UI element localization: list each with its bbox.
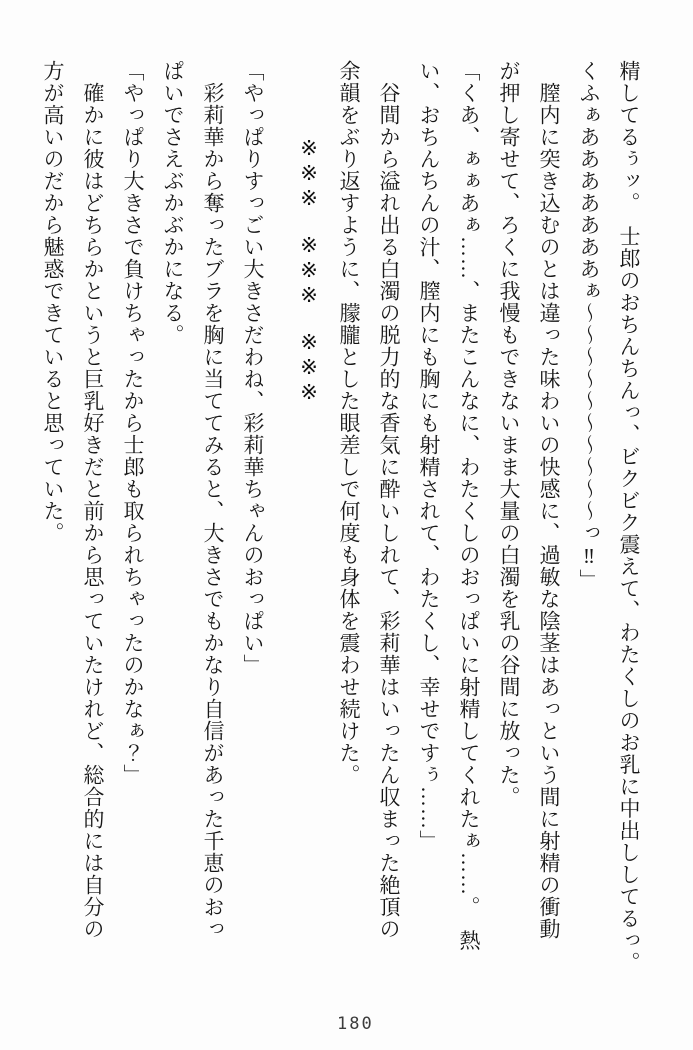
text-line: 「くあ、ぁぁあぁ……、またこんなに、わたくしのおっぱいに射精してくれたぁ……。 熱	[457, 60, 481, 952]
text-line: 彩莉華から奪ったブラを胸に当ててみると、大きさでもかなり自信があった千恵のおっ	[201, 60, 225, 940]
text-line: 谷間から溢れ出る白濁の脱力的な香気に酔いしれて、彩莉華はいったん収まった絶頂の	[377, 60, 401, 940]
text-line: ぱいでさえぶかぶかになる。	[161, 60, 185, 346]
text-line: 方が高いのだから魅惑できていると思っていた。	[41, 60, 65, 544]
text-line: い、おちんちんの汁、膣内にも胸にも射精されて、わたくし、幸せですぅ……」	[417, 60, 441, 852]
text-line: くふぁあああああああぁ〜〜〜〜〜〜〜〜〜〜っ‼」	[577, 60, 601, 591]
text-line: 余韻をぶり返すように、朦朧とした眼差しで何度も身体を震わせ続けた。	[337, 60, 361, 786]
text-line: 「やっぱり大きさで負けちゃったから士郎も取られちゃったのかなぁ？」	[121, 60, 145, 786]
page-number: 180	[337, 1014, 374, 1034]
text-line: 「やっぱりすっごい大きさだわね、彩莉華ちゃんのおっぱい」	[241, 60, 265, 676]
text-line: 精してるぅッ。 士郎のおちんちんっ、ビクビク震えて、わたくしのお乳に中出ししてるっ。	[617, 60, 641, 974]
text-line: 膣内に突き込むのとは違った味わいの快感に、過敏な陰茎はあっという間に射精の衝動	[537, 60, 561, 940]
section-separator: ※※※ ※※※ ※※※	[297, 136, 321, 405]
text-line: が押し寄せて、ろくに我慢もできないまま大量の白濁を乳の谷間に放った。	[497, 60, 521, 808]
vertical-text-block	[33, 60, 649, 990]
text-line: 確かに彼はどちらかというと巨乳好きだと前から思っていたけれど、総合的には自分の	[81, 60, 105, 940]
